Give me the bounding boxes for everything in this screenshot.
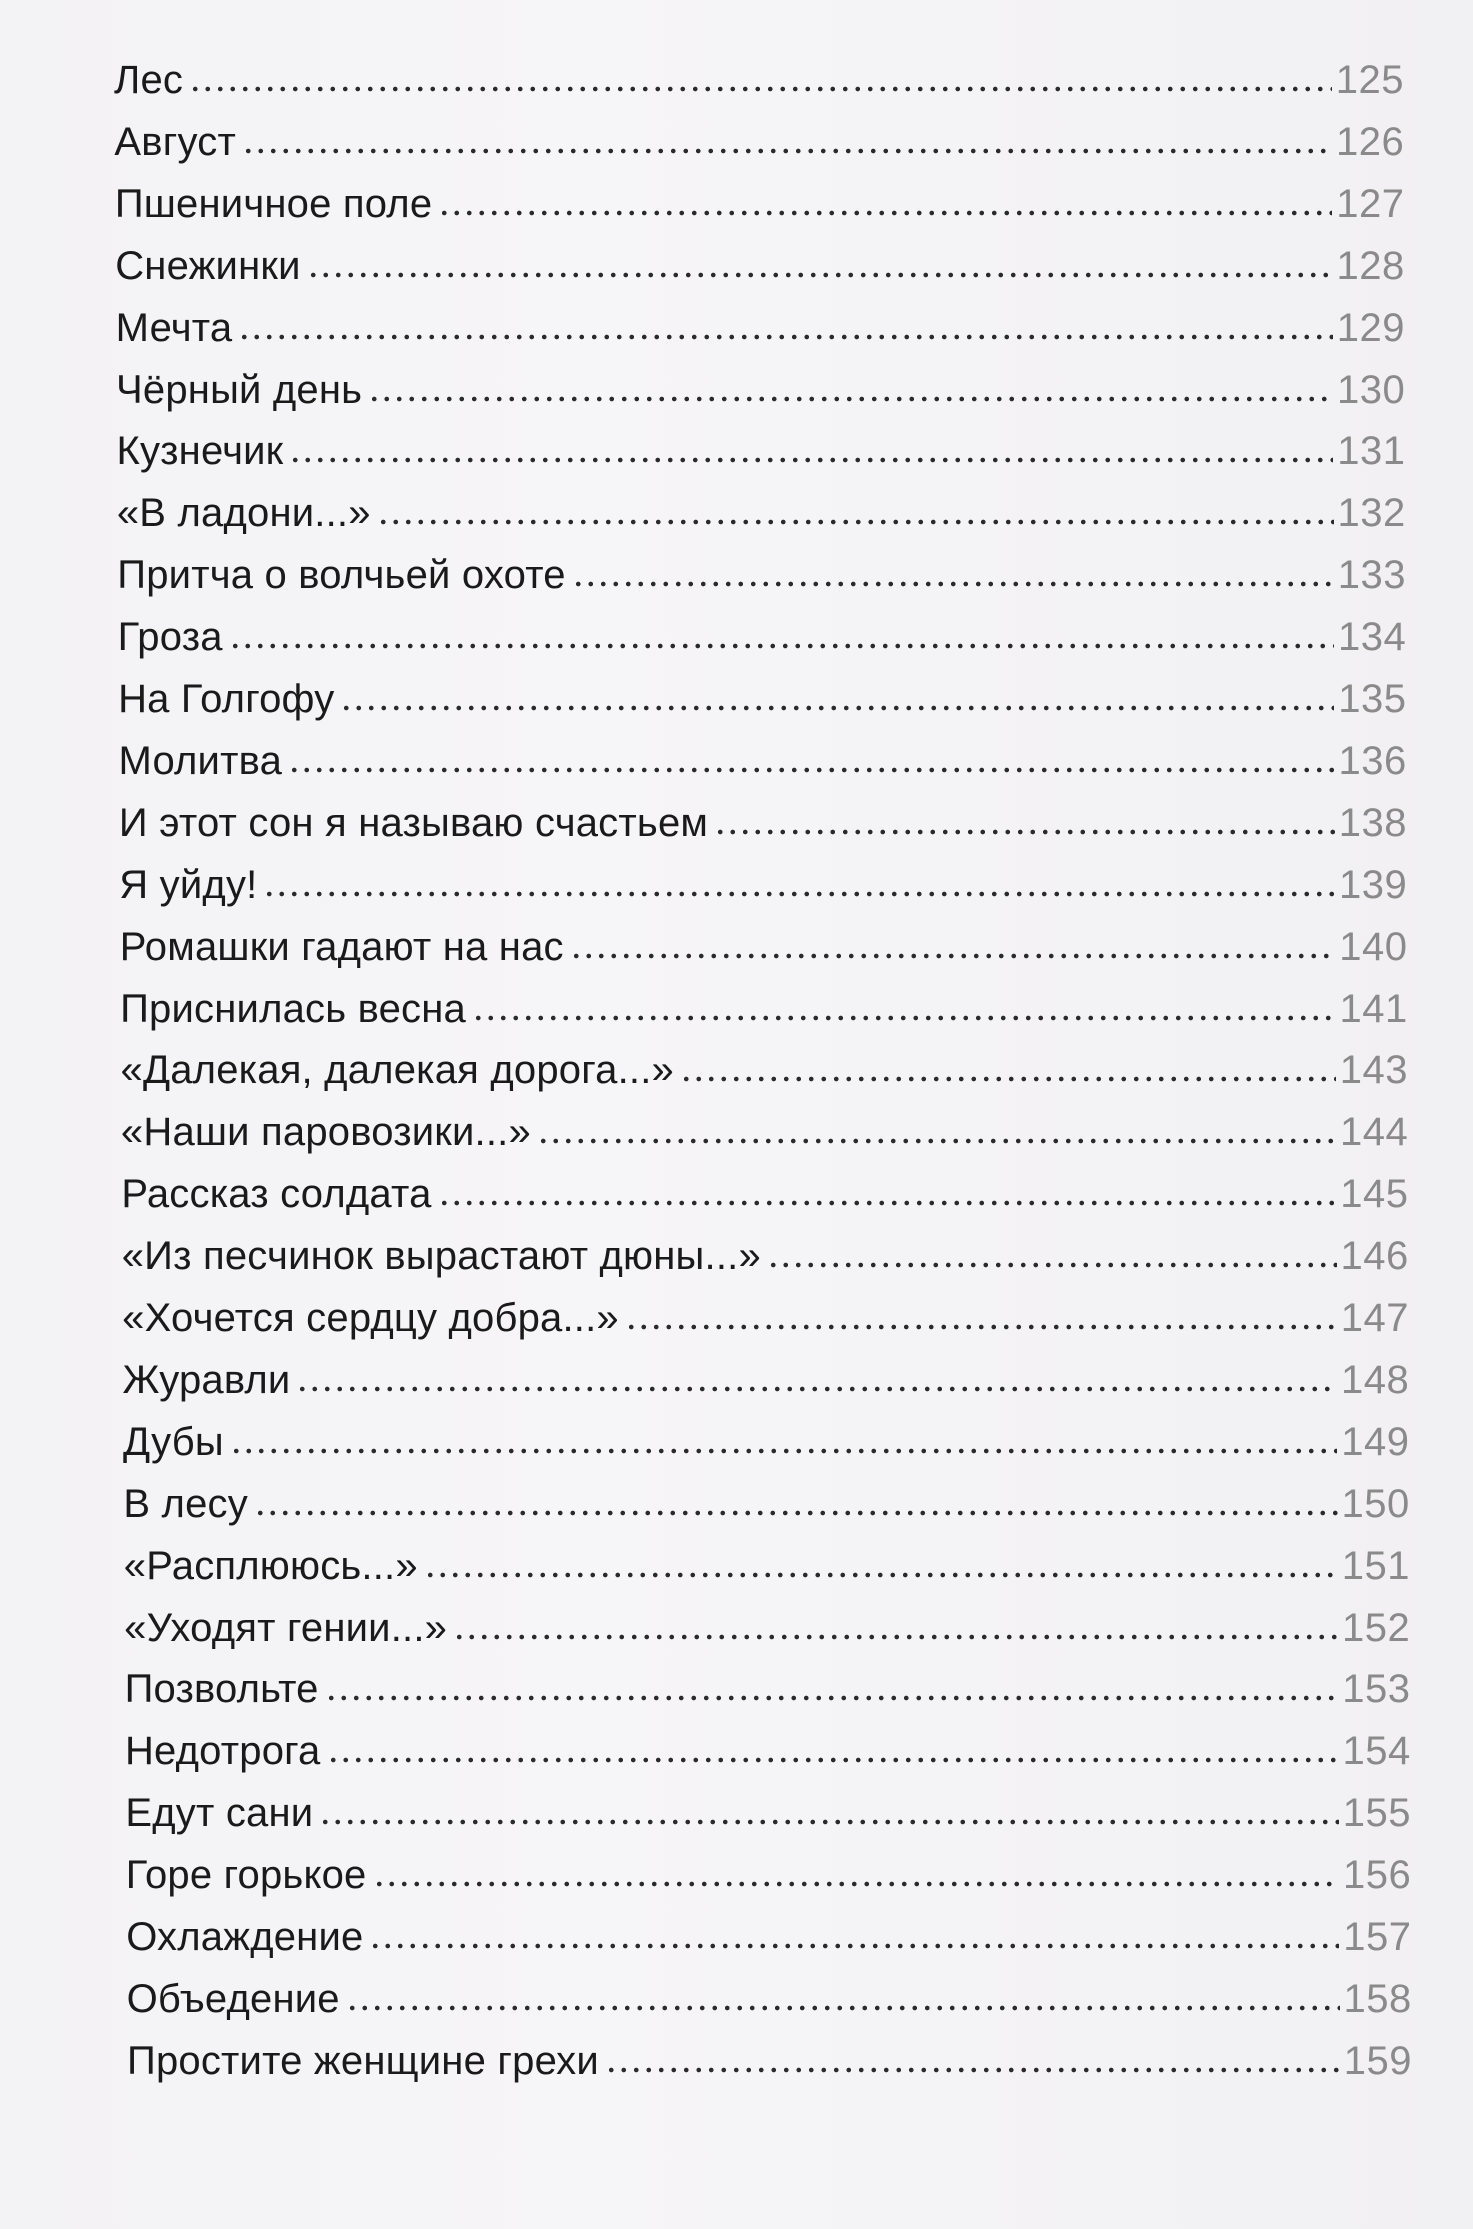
toc-entry [120,907,1408,967]
toc-entry-title: Гроза [117,615,223,660]
toc-leader-dots [229,641,1334,651]
toc-leader-dots [438,1198,1337,1208]
toc-entry-page-number: 149 [1341,1419,1410,1464]
toc-entry-page-number: 139 [1339,862,1408,907]
toc-leader-dots [325,1693,1339,1703]
toc-leader-dots [263,889,1335,899]
toc-entry [114,40,1404,100]
toc-entry [117,535,1406,598]
toc-entry-title: Позвольте [124,1667,319,1712]
toc-entry-page-number: 134 [1338,615,1407,660]
toc-entry-title: Простите женщине грехи [127,2038,599,2083]
toc-entry-page-number: 146 [1340,1234,1409,1279]
toc-entry-page-number: 128 [1336,243,1405,288]
toc-entry-title: Приснилась весна [120,986,466,1031]
toc-entry-title: «Расплююсь...» [123,1543,418,1588]
toc-entry-title: Чёрный день [116,367,363,412]
toc-entry [123,1464,1409,1524]
toc-entry-title: Ромашки гадают на нас [119,924,564,969]
toc-entry-title: Мечта [115,305,233,350]
toc-entry-title: Лес [114,58,184,102]
toc-entry [118,721,1406,781]
toc-entry-page-number: 155 [1342,1791,1411,1836]
toc-entry [116,473,1406,536]
toc-entry [116,350,1405,410]
toc-leader-dots [537,1136,1336,1146]
toc-entry-page-number: 158 [1343,1976,1412,2021]
toc-entry-page-number: 129 [1336,305,1405,350]
toc-entry-title: «Наши паровозики...» [120,1110,531,1155]
toc-leader-dots [369,1941,1339,1951]
toc-entry-page-number: 135 [1338,677,1407,721]
toc-entry-page-number: 150 [1341,1481,1410,1526]
toc-entry-title: Дубы [122,1419,224,1464]
toc-entry [116,411,1406,474]
toc-leader-dots [377,517,1334,527]
toc-entry [118,659,1406,719]
toc-entry [120,1030,1409,1093]
toc-entry [119,845,1407,905]
toc-entry [127,1959,1412,2019]
toc-leader-dots [230,1446,1337,1456]
toc-leader-dots [319,1817,1338,1827]
toc-leader-dots [340,703,1334,713]
toc-entry [122,1278,1409,1338]
toc-entry-page-number: 126 [1336,119,1405,164]
toc-entry [124,1649,1411,1712]
toc-entry-page-number: 147 [1340,1296,1409,1340]
toc-entry-page-number: 143 [1339,1048,1408,1093]
toc-entry-page-number: 148 [1341,1357,1410,1402]
toc-entry-title: Журавли [122,1357,291,1402]
toc-entry-title: Объедение [126,1976,340,2021]
toc-entry-title: «Далекая, далекая дорога...» [120,1048,674,1093]
toc-entry-page-number: 133 [1337,553,1406,598]
toc-leader-dots [296,1384,1337,1394]
toc-leader-dots [438,208,1332,218]
toc-entry-page-number: 125 [1335,58,1404,102]
toc-entry-page-number: 145 [1340,1172,1409,1217]
toc-entry [120,969,1408,1029]
toc-entry-page-number: 138 [1338,800,1407,845]
toc-entry [121,1216,1409,1279]
toc-leader-dots [288,765,1334,775]
toc-entry-page-number: 157 [1343,1915,1412,1959]
toc-leader-dots [254,1508,1338,1518]
toc-entry-title: «Хочется сердцу добра...» [122,1296,619,1340]
toc-entry [124,1588,1410,1648]
toc-entry-page-number: 136 [1338,738,1407,783]
toc-entry-title: Я уйду! [119,862,258,907]
toc-entry [114,102,1404,162]
toc-entry-title: «Уходят гении...» [124,1605,448,1650]
toc-entry-title: Август [114,119,236,164]
toc-entry-page-number: 156 [1343,1853,1412,1898]
toc-leader-dots [453,1632,1338,1642]
toc-leader-dots [242,146,1332,156]
toc-entry-title: Пшеничное поле [114,181,433,226]
toc-entry-title: На Голгофу [118,677,335,721]
toc-entry-page-number: 131 [1337,429,1406,474]
toc-entry-title: «В ладони...» [116,491,371,536]
toc-entry [115,164,1405,224]
toc-leader-dots [368,394,1333,404]
toc-entry-page-number: 141 [1339,986,1408,1031]
toc-leader-dots [238,332,1332,342]
toc-entry-title: В лесу [123,1481,248,1526]
toc-entry-page-number: 153 [1342,1667,1411,1712]
toc-entry-page-number: 127 [1336,181,1405,226]
toc-entry-page-number: 140 [1339,924,1408,969]
toc-entry [115,226,1405,286]
toc-leader-dots [767,1260,1337,1270]
toc-leader-dots [424,1570,1338,1580]
toc-entry-title: Едут сани [125,1791,314,1836]
toc-leader-dots [680,1074,1336,1084]
toc-entry [124,1526,1410,1586]
toc-leader-dots [189,84,1332,94]
toc-entry-title: И этот сон я называю счастьем [118,800,709,845]
toc-entry-title: Горе горькое [125,1853,367,1898]
toc-entry-title: Снежинки [115,243,301,288]
toc-leader-dots [605,2065,1340,2075]
toc-entry [127,2021,1412,2081]
toc-leader-dots [570,951,1336,961]
toc-entry-title: Недотрога [124,1729,321,1774]
toc-entry-title: Охлаждение [126,1915,364,1959]
toc-entry-title: Кузнечик [116,429,284,474]
toc-entry [125,1835,1412,1898]
toc-entry [125,1773,1411,1836]
toc-entry-page-number: 132 [1337,491,1406,536]
toc-entry [120,1092,1409,1155]
toc-entry-page-number: 144 [1340,1110,1409,1155]
toc-entry [121,1154,1409,1217]
toc-leader-dots [307,270,1333,280]
toc-entry [119,783,1407,843]
toc-entry [126,1897,1411,1957]
toc-leader-dots [327,1755,1339,1765]
toc-leader-dots [472,1013,1336,1023]
toc-entry-title: Рассказ солдата [121,1172,432,1217]
toc-entry [124,1711,1411,1774]
toc-entry [123,1402,1410,1462]
toc-leader-dots [625,1322,1337,1332]
toc-leader-dots [346,2003,1340,2013]
toc-entry-title: Молитва [118,738,283,783]
toc-entry-page-number: 159 [1343,2038,1412,2083]
toc-entry [117,597,1407,660]
toc-entry [116,288,1405,348]
toc-entry-page-number: 151 [1341,1543,1410,1588]
toc-entry-title: Притча о волчьей охоте [117,553,566,598]
toc-entry-page-number: 152 [1342,1605,1411,1650]
toc-leader-dots [572,579,1334,589]
toc-leader-dots [289,455,1333,465]
toc-entry-page-number: 130 [1337,367,1406,412]
toc-entry-page-number: 154 [1342,1729,1411,1774]
toc-leader-dots [373,1879,1339,1889]
toc-entry [123,1340,1410,1400]
toc-entry-title: «Из песчинок вырастают дюны...» [121,1234,761,1279]
toc-leader-dots [714,827,1335,837]
